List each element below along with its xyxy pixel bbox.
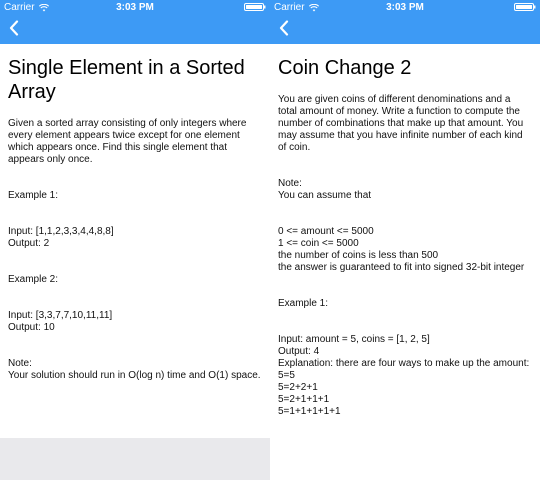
right-status-time: 3:03 PM bbox=[386, 2, 424, 13]
back-button[interactable] bbox=[274, 16, 294, 40]
problem-description: You are given coins of different denominations and a total amount of money. Write a function to compute the number of combinations that make up that amount. You may assume that you have infinite number of each kind of coin. Note: You can assume that 0 <= amount <= 5000 1 <= coin <= 5000 the number of coins is less than 500 the answer is guaranteed to fit into signed 32-bit integer Example 1: Input: amount = 5, coins = [1, 2, 5] Output: 4 Explanation: there are four ways to make up the amount: 5=5 5=2+2+1 5=2+1+1+1 5=1+1+1+1+1 bbox=[278, 94, 530, 417]
problem-description: Given a sorted array consisting of only integers where every element appears twice except for one element which appears once. Find this single element that appears only once. Example 1: Input: [1,1,2,3,3,4,4,8,8] Output: 2 Example 2: Input: [3,3,7,7,10,11,11] Output: 10 Note: Your solution should run in O(log n) time and O(1) space. bbox=[8, 118, 261, 381]
problem-title: Coin Change 2 bbox=[278, 57, 412, 79]
left-status-bar bbox=[0, 0, 270, 14]
left-content bbox=[0, 44, 270, 480]
left-navbar bbox=[0, 0, 270, 44]
right-screen bbox=[270, 0, 540, 480]
back-button[interactable] bbox=[4, 16, 24, 40]
battery-icon bbox=[244, 3, 266, 11]
right-status-bar bbox=[270, 0, 540, 14]
problem-title: Single Element in a Sorted Array bbox=[8, 57, 245, 103]
left-status-time: 3:03 PM bbox=[116, 2, 154, 13]
right-carrier-label: Carrier bbox=[274, 2, 305, 13]
right-content bbox=[270, 44, 540, 480]
battery-icon bbox=[514, 3, 536, 11]
left-carrier-label: Carrier bbox=[4, 2, 35, 13]
chevron-left-icon bbox=[279, 20, 289, 36]
left-footer-area bbox=[0, 438, 270, 480]
chevron-left-icon bbox=[9, 20, 19, 36]
right-navbar bbox=[270, 0, 540, 44]
